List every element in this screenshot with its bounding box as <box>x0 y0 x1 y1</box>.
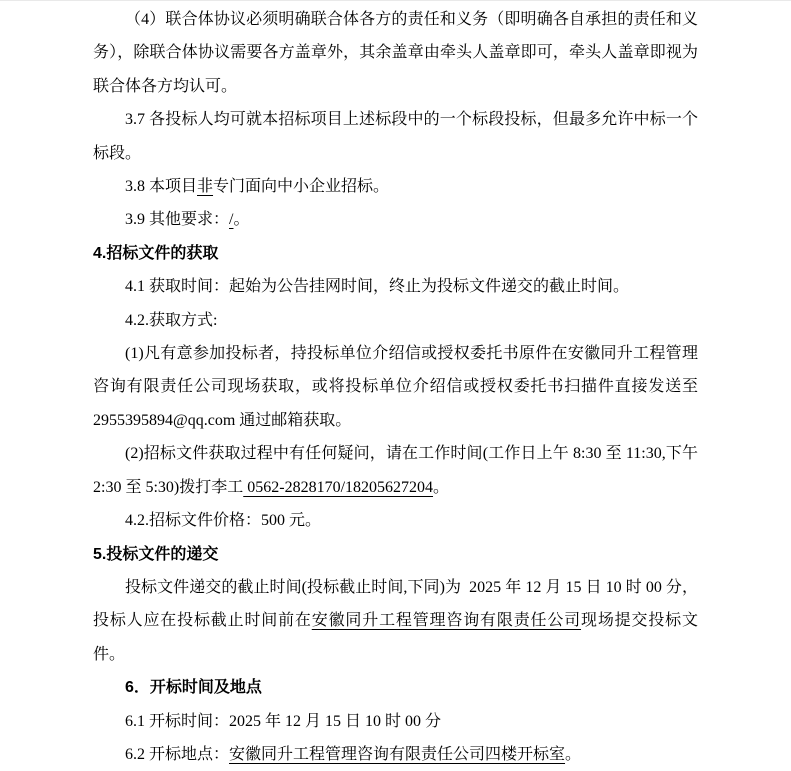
text-run: （4）联合体协议必须明确联合体各方的责任和义务（即明确各自承担的责任和义务），除联合体协议需要各方盖章外，其余盖章由牵头人盖章即可，牵头人盖章即视为联合体各方均认可。 <box>93 11 698 95</box>
para-3-8-sme <box>93 170 698 203</box>
heading-4-document-acquisition <box>93 237 698 270</box>
heading-text: 6．开标时间及地点 <box>125 679 262 697</box>
heading-5-bid-submission <box>93 538 698 571</box>
text-run: 投标文件递交的截止时间(投标截止时间,下同)为 2025 年 12 月 15 日 10 时 00 分，投标人应在投标截止时间前在 <box>93 578 698 630</box>
text-run: 现场提交投标文件。 <box>93 612 698 663</box>
para-6-1-opening-time <box>93 705 698 738</box>
text-run: 6.2 开标地点： <box>125 745 230 763</box>
underlined-opening-room: 安徽同升工程管理咨询有限责任公司四楼开标室 <box>229 745 566 763</box>
para-4-2-acquisition-method <box>93 304 698 337</box>
para-4-1-acquisition-time <box>93 270 698 303</box>
underlined-phone-numbers: 0562-2828170/18205627204 <box>243 478 434 496</box>
para-4-2-item-1 <box>93 337 698 437</box>
text-run: (2)招标文件获取过程中有任何疑问，请在工作时间(工作日上午 8:30 至 11:30,下午 2:30 至 5:30)拨打李工 <box>93 445 698 496</box>
underlined-agency-name: 安徽同升工程管理咨询有限责任公司 <box>311 612 582 630</box>
underlined-text: / <box>229 211 234 229</box>
text-run: 4.2.招标文件价格：500 元。 <box>125 512 322 530</box>
para-3-9-other-requirements <box>93 203 698 236</box>
text-run: 4.2.获取方式: <box>125 311 218 329</box>
text-run: 。 <box>233 211 250 229</box>
text-run: 3.8 本项目 <box>125 178 198 196</box>
para-joint-agreement-liability <box>93 3 698 103</box>
heading-6-opening-time-place <box>93 671 698 704</box>
text-run: (1)凡有意参加投标者，持投标单位介绍信或授权委托书原件在安徽同升工程管理咨询有限责任公司现场获取，或将投标单位介绍信或授权委托书扫描件直接发送至2955395894@qq.com 通过邮箱获取。 <box>93 345 698 429</box>
text-run: 4.1 获取时间：起始为公告挂网时间，终止为投标文件递交的截止时间。 <box>125 278 630 296</box>
underlined-text: 非 <box>197 178 214 196</box>
text-run: 。 <box>433 478 450 496</box>
para-4-2-document-price <box>93 504 698 537</box>
para-6-2-opening-place <box>93 738 698 771</box>
para-4-2-item-2 <box>93 437 698 504</box>
heading-text: 5.投标文件的递交 <box>93 545 219 563</box>
text-run: 6.1 开标时间：2025 年 12 月 15 日 10 时 00 分 <box>125 712 442 730</box>
text-run: 。 <box>565 745 582 763</box>
text-run: 专门面向中小企业招标。 <box>213 178 390 196</box>
text-run: 3.7 各投标人均可就本招标项目上述标段中的一个标段投标，但最多允许中标一个标段。 <box>93 111 698 162</box>
para-5-submission-deadline <box>93 571 698 671</box>
para-3-7-bid-sections <box>93 103 698 170</box>
heading-text: 4.招标文件的获取 <box>93 244 219 262</box>
text-run: 3.9 其他要求： <box>125 211 230 229</box>
